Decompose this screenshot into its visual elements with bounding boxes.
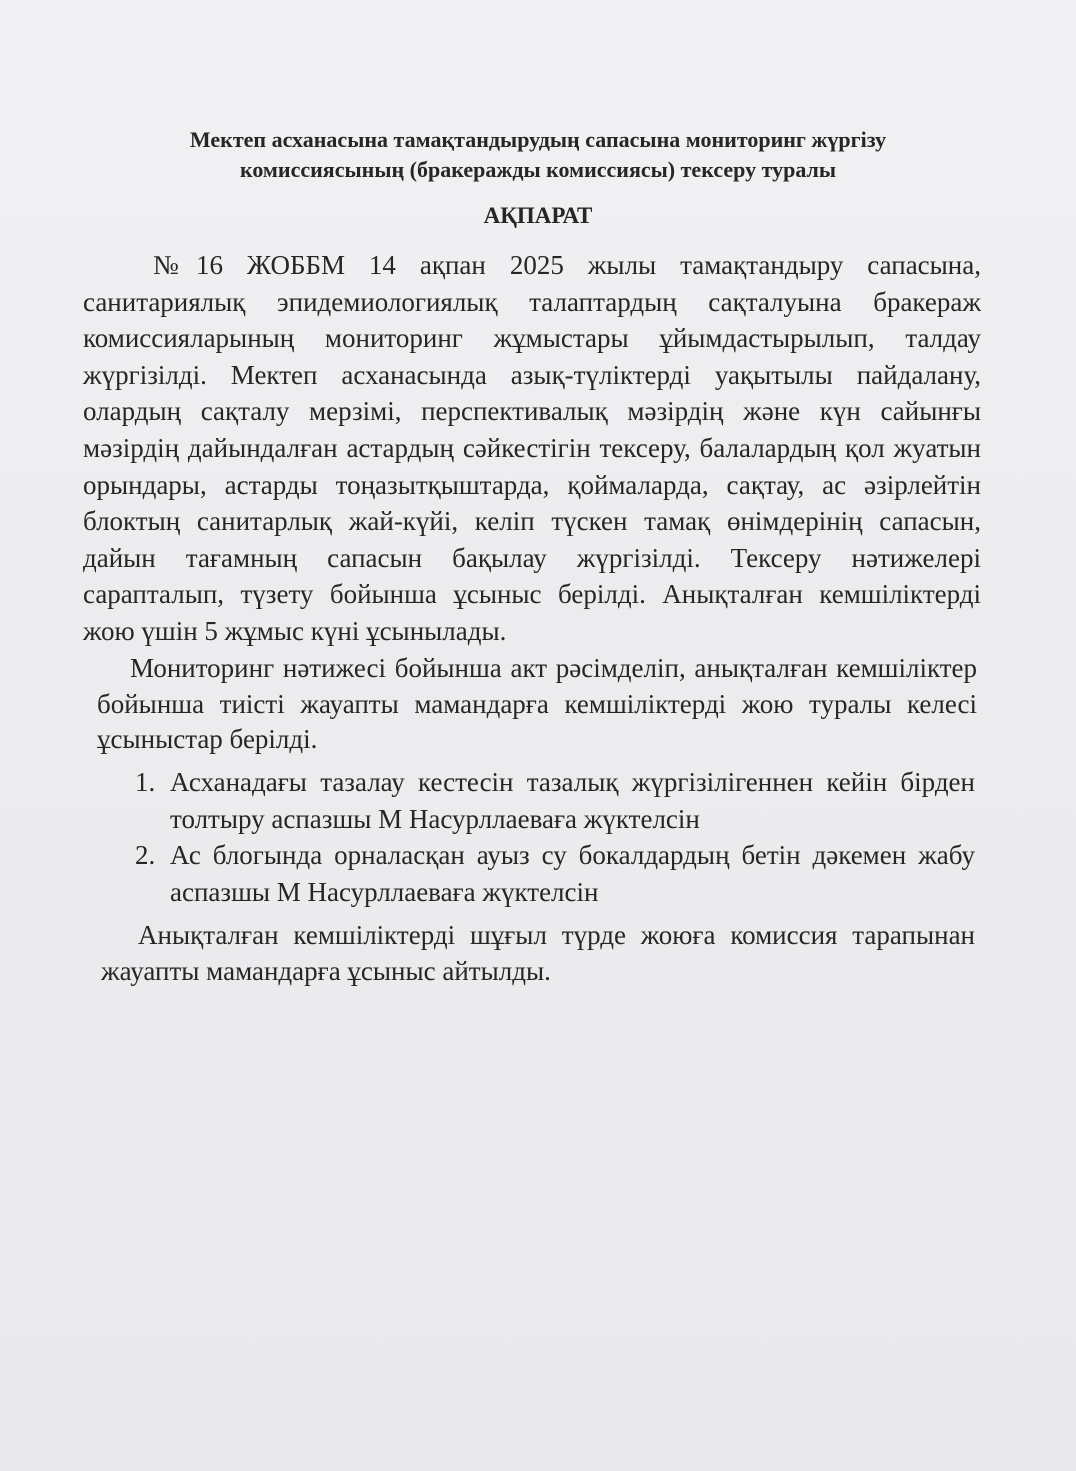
document-heading: АҚПАРАТ <box>483 203 593 228</box>
title-line-1: Мектеп асханасына тамақтандырудың сапасына мониторинг жүргізу <box>189 127 887 152</box>
document-title <box>60 125 1016 185</box>
recommendations-list <box>130 764 975 910</box>
list-item-number: 1. <box>135 767 156 797</box>
list-item-text: Асханадағы тазалау кестесін тазалық жүргізілігеннен кейін бірден толтыру аспазшы М Насурллаеваға жүктелсін <box>170 767 975 834</box>
paragraph-2: Мониторинг нәтижесі бойынша акт рәсімделіп, анықталған кемшіліктер бойынша тиісті жауапты мамандарға кемшіліктерді жою туралы келесі ұсыныстар берілді. <box>97 653 977 754</box>
list-item <box>130 764 975 837</box>
paragraph-1: №16 ЖОББМ 14 ақпан 2025 жылы тамақтандыру сапасына, санитариялық эпидемиологиялық талаптардың сақталуына бракераж комиссияларының мониторинг жұмыстары ұйымдастырылып, талдау жүргізілді. Мектеп асханасында азық-түліктерді уақытылы пайдалану, олардың сақталу мерзімі, перспективалық мәзірдің және күн сайынғы мәзірдің дайындалған астардың сәйкестігін тексеру, балалардың қол жуатын орындары, астарды тоңазытқыштарда, қоймаларда, сақтау, ас әзірлейтін блоктың санитарлық жай-күйі, келіп түскен тамақ өнімдерінің сапасын, дайын тағамның сапасын бақылау жүргізілді. Тексеру нәтижелері сарапталып, түзету бойынша ұсыныс берілді. Анықталған кемшіліктерді жою үшін 5 жұмыс күні ұсынылады. <box>83 250 981 646</box>
paragraph-3: Анықталған кемшіліктерді шұғыл түрде жоюға комиссия тарапынан жауапты мамандарға ұсыныс айтылды. <box>101 920 975 986</box>
list-item <box>130 837 975 910</box>
list-item-number: 2. <box>135 840 156 870</box>
title-line-2: комиссиясының (бракеражды комиссиясы) тексеру туралы <box>239 157 837 182</box>
list-item-text: Ас блогында орналасқан ауыз су бокалдардың бетін дәкемен жабу аспазшы М Насурллаеваға жүктелсін <box>170 840 975 907</box>
